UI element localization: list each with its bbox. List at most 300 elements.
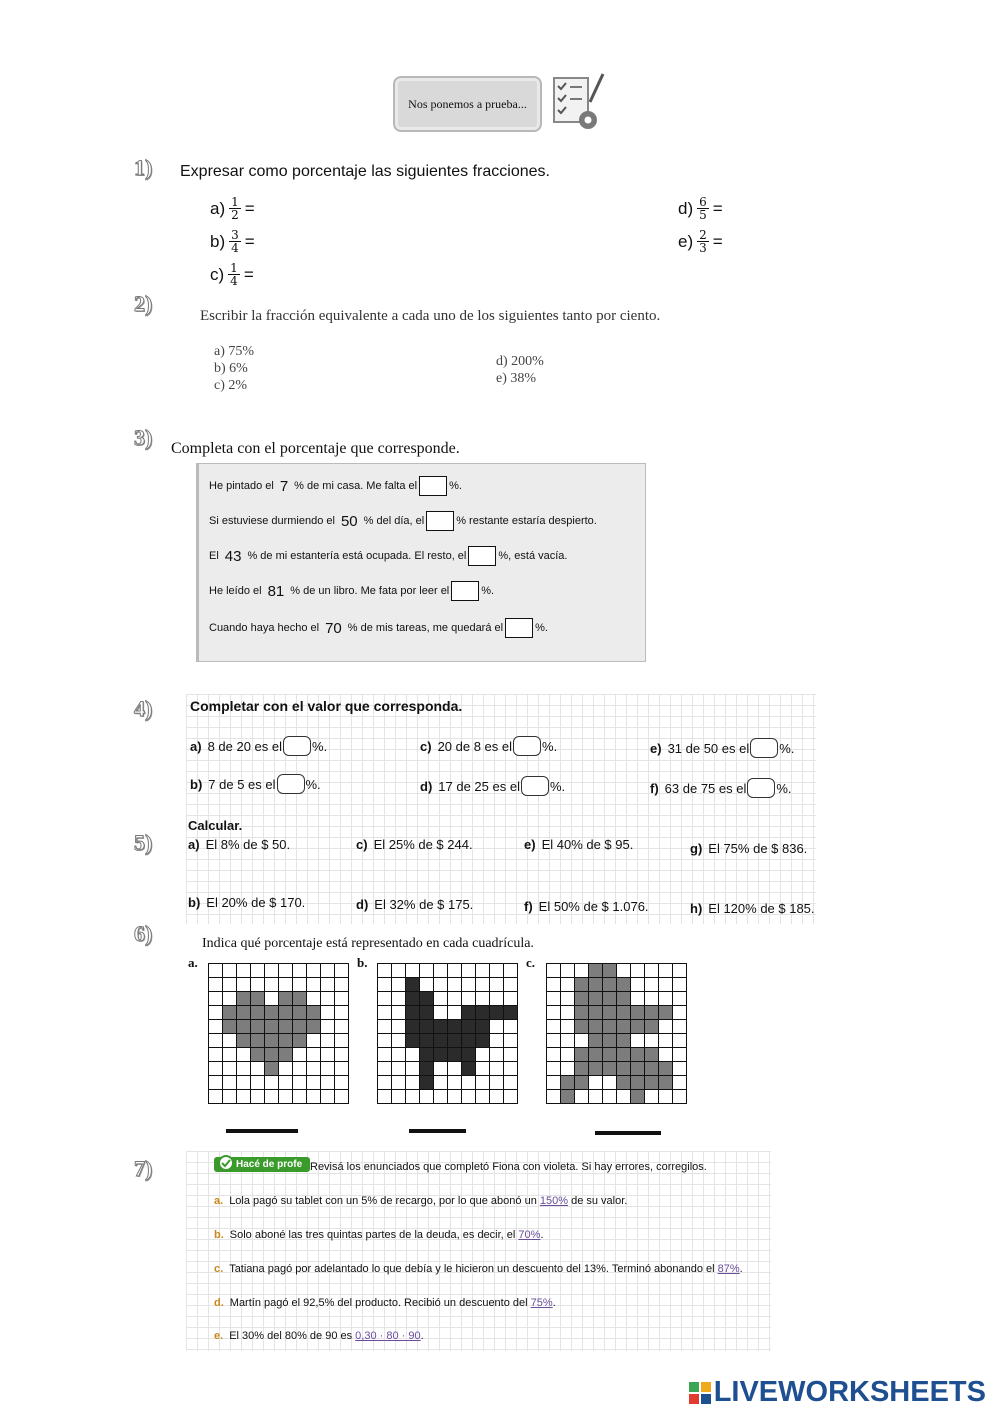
grid-cell — [335, 964, 349, 978]
liveworksheets-icon — [689, 1382, 711, 1404]
section-number-6: 6) — [134, 921, 153, 946]
grid-cell — [293, 1048, 307, 1062]
grid-cell — [434, 978, 448, 992]
grid-cell — [462, 992, 476, 1006]
grid-cell — [209, 978, 223, 992]
grid-cell — [321, 1020, 335, 1034]
grid-cell — [673, 964, 687, 978]
grid-cell — [476, 1090, 490, 1104]
grid-cell — [321, 1076, 335, 1090]
grid-cell — [279, 964, 293, 978]
answer-box[interactable] — [419, 476, 447, 496]
grid-cell — [490, 1048, 504, 1062]
grid-cell — [575, 1076, 589, 1090]
grid-cell — [406, 1020, 420, 1034]
liveworksheets-logo[interactable] — [689, 1376, 986, 1409]
grid-cell — [603, 1090, 617, 1104]
grid-cell — [378, 1020, 392, 1034]
grid-cell — [223, 1076, 237, 1090]
grid-cell — [645, 1048, 659, 1062]
grid-cell — [659, 978, 673, 992]
answer-box[interactable] — [747, 778, 775, 798]
grid-cell — [223, 964, 237, 978]
grid-cell — [476, 1020, 490, 1034]
grid-cell — [420, 1090, 434, 1104]
grid-cell — [321, 1062, 335, 1076]
grid-cell — [589, 1006, 603, 1020]
ex3-instruction: Completa con el porcentaje que corresponde. — [171, 440, 460, 457]
grid-cell — [321, 978, 335, 992]
grid-cell — [547, 992, 561, 1006]
grid-cell — [378, 992, 392, 1006]
grid-cell — [392, 1062, 406, 1076]
grid-cell — [321, 1090, 335, 1104]
grid-cell — [659, 1006, 673, 1020]
grid-cell — [321, 1034, 335, 1048]
grid-cell — [589, 1048, 603, 1062]
grid-cell — [645, 1076, 659, 1090]
grid-cell — [561, 964, 575, 978]
grid-cell — [617, 1076, 631, 1090]
grid-cell — [406, 1006, 420, 1020]
grid-cell — [547, 1034, 561, 1048]
grid-cell — [279, 1034, 293, 1048]
grid-cell — [673, 1090, 687, 1104]
ex2-items-right — [496, 353, 544, 387]
grid-cell — [547, 1006, 561, 1020]
grid-cell — [335, 1062, 349, 1076]
ex4-title: Completar con el valor que corresponda. — [190, 698, 463, 714]
ex1-instruction: Expresar como porcentaje las siguientes fracciones. — [180, 163, 550, 180]
answer-box[interactable] — [468, 546, 496, 566]
grid-cell — [617, 1048, 631, 1062]
grid-cell — [335, 1006, 349, 1020]
grid-cell — [392, 1006, 406, 1020]
grid-cell — [617, 992, 631, 1006]
grid-cell — [547, 964, 561, 978]
ex5-item-a: a) El 8% de $ 50. — [188, 837, 291, 852]
grid-cell — [645, 1006, 659, 1020]
grid-cell — [462, 1020, 476, 1034]
grid-cell — [307, 1090, 321, 1104]
grid-cell — [378, 1048, 392, 1062]
grid-cell — [561, 978, 575, 992]
check-badge-icon — [218, 1155, 234, 1171]
grid-cell — [631, 964, 645, 978]
grid-cell — [279, 1090, 293, 1104]
grid-cell — [321, 964, 335, 978]
grid-cell — [462, 978, 476, 992]
grid-cell — [392, 978, 406, 992]
grid-cell — [223, 1020, 237, 1034]
grid-cell — [420, 1034, 434, 1048]
grid-cell — [490, 992, 504, 1006]
grid-cell — [335, 1034, 349, 1048]
grid-cell — [434, 1076, 448, 1090]
grid-cell — [335, 1020, 349, 1034]
grid-cell — [335, 1090, 349, 1104]
grid-cell — [293, 1034, 307, 1048]
answer-line-b[interactable] — [409, 1129, 466, 1133]
grid-cell — [504, 1034, 518, 1048]
answer-line-c[interactable] — [595, 1131, 661, 1135]
grid-cell — [589, 978, 603, 992]
grid-cell — [392, 1090, 406, 1104]
grid-cell — [251, 1090, 265, 1104]
grid-cell — [279, 1006, 293, 1020]
grid-cell — [265, 1062, 279, 1076]
grid-cell — [490, 964, 504, 978]
answer-box[interactable] — [750, 738, 778, 758]
grid-cell — [434, 964, 448, 978]
grid-cell — [237, 1034, 251, 1048]
grid-cell — [293, 1076, 307, 1090]
grid-cell — [631, 978, 645, 992]
grid-cell — [279, 1062, 293, 1076]
grid-cell — [561, 1020, 575, 1034]
grid-cell — [434, 992, 448, 1006]
grid-cell — [504, 1048, 518, 1062]
grid-cell — [307, 1048, 321, 1062]
grid-cell — [279, 978, 293, 992]
grid-cell — [237, 1090, 251, 1104]
grid-cell — [209, 1020, 223, 1034]
grid-cell — [476, 964, 490, 978]
grid-cell — [265, 978, 279, 992]
ex4-item-a: a) 8 de 20 es el %. — [190, 736, 327, 756]
grid-cell — [265, 964, 279, 978]
ex6-label-c: c. — [526, 955, 536, 970]
grid-cell — [237, 992, 251, 1006]
grid-cell — [307, 1062, 321, 1076]
grid-cell — [392, 964, 406, 978]
ex7-item-e: e. El 30% del 80% de 90 es 0,30 · 80 · 90. — [214, 1330, 424, 1342]
grid-cell — [209, 1090, 223, 1104]
grid-cell — [378, 1062, 392, 1076]
grid-cell — [392, 1048, 406, 1062]
grid-cell — [307, 978, 321, 992]
ex6-instruction: Indica qué porcentaje está representado en cada cuadrícula. — [202, 936, 534, 951]
ex3-row: Cuando haya hecho el 70 % de mis tareas, me quedará el %. — [209, 619, 548, 637]
grid-cell — [251, 1062, 265, 1076]
grid-cell — [420, 964, 434, 978]
grid-cell — [223, 1048, 237, 1062]
ex2-item-e: e) 38% — [496, 371, 537, 386]
grid-cell — [603, 1076, 617, 1090]
grid-cell — [279, 1020, 293, 1034]
grid-cell — [237, 1006, 251, 1020]
grid-cell — [406, 1062, 420, 1076]
grid-cell — [631, 1034, 645, 1048]
grid-cell — [490, 1034, 504, 1048]
grid-cell — [631, 1090, 645, 1104]
grid-cell — [307, 1076, 321, 1090]
grid-cell — [462, 964, 476, 978]
section-number-3: 3) — [134, 425, 153, 450]
grid-cell — [251, 1076, 265, 1090]
grid-cell — [434, 1034, 448, 1048]
grid-cell — [265, 1090, 279, 1104]
grid-cell — [406, 964, 420, 978]
grid-cell — [265, 1034, 279, 1048]
grid-cell — [209, 1048, 223, 1062]
ex3-row: El 43 % de mi estantería está ocupada. El resto, el %, está vacía. — [209, 547, 568, 565]
grid-cell — [223, 1090, 237, 1104]
grid-cell — [561, 992, 575, 1006]
grid-cell — [561, 1090, 575, 1104]
brand-name: LIVEWORKSHEETS — [713, 1376, 986, 1408]
grid-cell — [420, 1020, 434, 1034]
grid-cell — [561, 1034, 575, 1048]
ex3-row: He pintado el 7 % de mi casa. Me falta el %. — [209, 477, 462, 495]
grid-cell — [631, 1062, 645, 1076]
grid-cell — [575, 1062, 589, 1076]
grid-cell — [645, 1062, 659, 1076]
grid-cell — [645, 978, 659, 992]
grid-cell — [251, 1006, 265, 1020]
grid-cell — [448, 964, 462, 978]
grid-cell — [659, 992, 673, 1006]
grid-cell — [547, 978, 561, 992]
grid-cell — [237, 964, 251, 978]
grid-cell — [406, 992, 420, 1006]
grid-cell — [617, 1034, 631, 1048]
grid-cell — [223, 1006, 237, 1020]
grid-cell — [617, 1006, 631, 1020]
grid-a — [208, 963, 349, 1104]
grid-c — [546, 963, 687, 1104]
grid-cell — [448, 1020, 462, 1034]
grid-cell — [547, 1048, 561, 1062]
ex4-ex5-panel — [186, 694, 816, 924]
grid-cell — [335, 992, 349, 1006]
grid-cell — [434, 1006, 448, 1020]
grid-cell — [434, 1020, 448, 1034]
ex7-item-d: d. Martín pagó el 92,5% del producto. Recibió un descuento del 75%. — [214, 1297, 556, 1309]
grid-cell — [575, 1020, 589, 1034]
ex1-item-b: b) $\frac{3}{4}$ = — [210, 228, 255, 255]
answer-box[interactable] — [521, 776, 549, 796]
ex4-item-c: c) 20 de 8 es el %. — [420, 736, 557, 756]
grid-cell — [631, 1048, 645, 1062]
grid-cell — [631, 1006, 645, 1020]
grid-cell — [406, 1048, 420, 1062]
grid-cell — [645, 964, 659, 978]
grid-cell — [448, 992, 462, 1006]
grid-cell — [209, 1062, 223, 1076]
grid-cell — [673, 1020, 687, 1034]
grid-cell — [378, 1034, 392, 1048]
grid-cell — [448, 1006, 462, 1020]
ex5-item-h: h) El 120% de $ 185. — [690, 901, 815, 916]
grid-cell — [561, 1006, 575, 1020]
grid-cell — [617, 1062, 631, 1076]
grid-cell — [223, 992, 237, 1006]
grid-cell — [223, 978, 237, 992]
grid-cell — [575, 1090, 589, 1104]
grid-cell — [448, 1034, 462, 1048]
grid-cell — [265, 992, 279, 1006]
grid-cell — [335, 1076, 349, 1090]
grid-cell — [251, 964, 265, 978]
grid-cell — [490, 1090, 504, 1104]
grid-cell — [673, 1006, 687, 1020]
grid-cell — [406, 1034, 420, 1048]
grid-cell — [293, 978, 307, 992]
answer-box[interactable] — [451, 581, 479, 601]
grid-cell — [293, 992, 307, 1006]
grid-cell — [589, 964, 603, 978]
grid-cell — [617, 1090, 631, 1104]
grid-cell — [307, 964, 321, 978]
grid-cell — [645, 1034, 659, 1048]
ex3-row: He leído el 81 % de un libro. Me fata por leer el %. — [209, 582, 495, 600]
ex1-item-a: a) $\frac{1}{2}$ = — [210, 195, 255, 222]
grid-cell — [504, 1020, 518, 1034]
grid-cell — [293, 1020, 307, 1034]
grid-cell — [406, 1076, 420, 1090]
answer-box[interactable] — [426, 511, 454, 531]
ex1-item-e: e) $\frac{2}{3}$ = — [678, 228, 723, 255]
grid-cell — [617, 1020, 631, 1034]
grid-cell — [589, 1090, 603, 1104]
ex7-instruction: Revisá los enunciados que completó Fiona con violeta. Si hay errores, corregilos. — [310, 1161, 707, 1173]
grid-cell — [490, 978, 504, 992]
grid-cell — [575, 1048, 589, 1062]
grid-cell — [434, 1090, 448, 1104]
grid-cell — [673, 1034, 687, 1048]
grid-cell — [603, 1048, 617, 1062]
title-badge — [393, 76, 542, 132]
grid-cell — [659, 1076, 673, 1090]
grid-cell — [293, 1090, 307, 1104]
grid-cell — [504, 1006, 518, 1020]
grid-cell — [547, 1076, 561, 1090]
answer-box[interactable] — [513, 736, 541, 756]
grid-cell — [251, 1020, 265, 1034]
grid-cell — [659, 1062, 673, 1076]
grid-cell — [293, 1006, 307, 1020]
section-number-4: 4) — [134, 696, 153, 721]
answer-line-a[interactable] — [226, 1129, 298, 1133]
grid-cell — [631, 1020, 645, 1034]
grid-cell — [237, 1076, 251, 1090]
grid-cell — [659, 1090, 673, 1104]
grid-cell — [237, 1020, 251, 1034]
grid-cell — [420, 1062, 434, 1076]
grid-cell — [420, 978, 434, 992]
grid-cell — [448, 1048, 462, 1062]
grid-cell — [434, 1048, 448, 1062]
grid-cell — [378, 1006, 392, 1020]
grid-cell — [462, 1034, 476, 1048]
grid-cell — [603, 1034, 617, 1048]
grid-cell — [378, 1076, 392, 1090]
ex7-panel — [186, 1151, 771, 1351]
answer-box[interactable] — [505, 618, 533, 638]
ex6-label-b: b. — [357, 955, 368, 970]
grid-cell — [392, 1034, 406, 1048]
grid-cell — [589, 1062, 603, 1076]
grid-cell — [504, 992, 518, 1006]
grid-cell — [575, 978, 589, 992]
grid-cell — [209, 1034, 223, 1048]
grid-cell — [321, 1048, 335, 1062]
page-title: Nos ponemos a prueba... — [408, 96, 527, 111]
grid-cell — [659, 1020, 673, 1034]
grid-cell — [378, 978, 392, 992]
grid-cell — [251, 1034, 265, 1048]
grid-cell — [673, 992, 687, 1006]
grid-cell — [237, 1048, 251, 1062]
ex5-item-b: b) El 20% de $ 170. — [188, 895, 306, 910]
grid-cell — [603, 1020, 617, 1034]
grid-cell — [265, 1048, 279, 1062]
section-number-2: 2) — [134, 291, 153, 316]
grid-cell — [603, 964, 617, 978]
ex1-item-c: c) $\frac{1}{4}$ = — [210, 261, 254, 288]
ex1-item-d: d) $\frac{6}{5}$ = — [678, 195, 723, 222]
grid-cell — [673, 978, 687, 992]
ex4-item-d: d) 17 de 25 es el %. — [420, 776, 565, 796]
grid-cell — [504, 978, 518, 992]
grid-cell — [631, 992, 645, 1006]
ex2-item-b: b) 6% — [214, 361, 248, 376]
grid-cell — [575, 1006, 589, 1020]
ex5-item-d: d) El 32% de $ 175. — [356, 897, 474, 912]
grid-cell — [603, 992, 617, 1006]
grid-cell — [631, 1076, 645, 1090]
grid-cell — [462, 1006, 476, 1020]
grid-cell — [392, 992, 406, 1006]
grid-cell — [575, 992, 589, 1006]
grid-cell — [335, 978, 349, 992]
answer-box[interactable] — [283, 736, 311, 756]
ex5-item-c: c) El 25% de $ 244. — [356, 837, 473, 852]
ex2-instruction: Escribir la fracción equivalente a cada uno de los siguientes tanto por ciento. — [200, 308, 661, 324]
grid-cell — [659, 1048, 673, 1062]
grid-cell — [209, 1076, 223, 1090]
grid-cell — [673, 1076, 687, 1090]
grid-cell — [645, 992, 659, 1006]
grid-cell — [490, 1076, 504, 1090]
grid-cell — [561, 1076, 575, 1090]
answer-box[interactable] — [277, 774, 305, 794]
grid-cell — [448, 1062, 462, 1076]
grid-cell — [561, 1048, 575, 1062]
ex7-item-c: c. Tatiana pagó por adelantado lo que debía y le hicieron un descuento del 13%. Terminó abonando el 87%. — [214, 1263, 743, 1275]
grid-cell — [321, 992, 335, 1006]
grid-cell — [589, 1020, 603, 1034]
grid-cell — [279, 1048, 293, 1062]
section-number-5: 5) — [134, 830, 153, 855]
grid-cell — [279, 992, 293, 1006]
grid-cell — [645, 1090, 659, 1104]
grid-cell — [406, 978, 420, 992]
grid-cell — [476, 1048, 490, 1062]
grid-cell — [237, 1062, 251, 1076]
grid-cell — [307, 992, 321, 1006]
grid-cell — [547, 1020, 561, 1034]
ex7-item-a: a. Lola pagó su tablet con un 5% de recargo, por lo que abonó un 150% de su valor. — [214, 1195, 628, 1207]
grid-cell — [659, 964, 673, 978]
grid-cell — [490, 1020, 504, 1034]
grid-cell — [589, 992, 603, 1006]
grid-cell — [490, 1062, 504, 1076]
grid-cell — [617, 978, 631, 992]
grid-cell — [603, 978, 617, 992]
grid-cell — [251, 978, 265, 992]
